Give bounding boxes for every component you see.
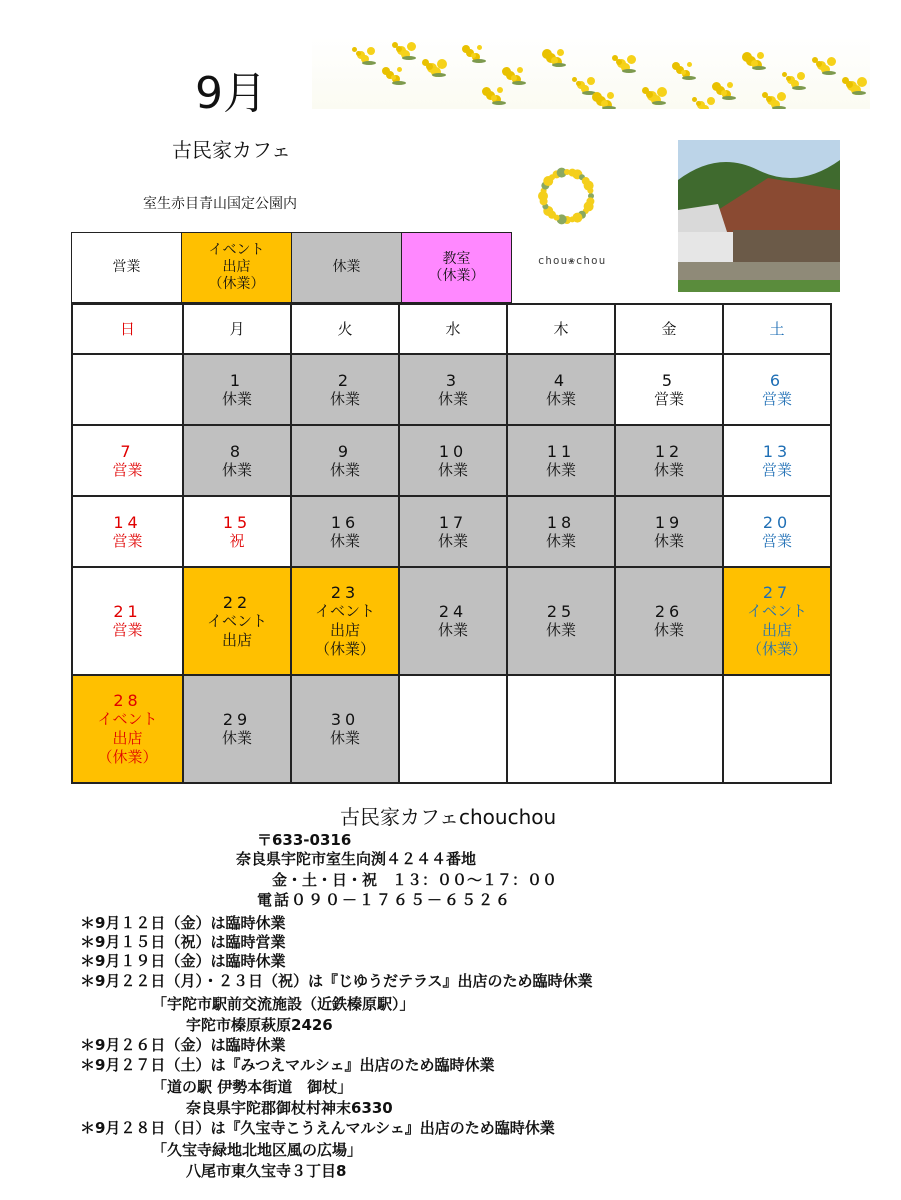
- calendar-day-cell: [723, 425, 831, 496]
- calendar-empty-cell: [399, 675, 507, 783]
- weekday-header: 土: [723, 304, 831, 354]
- day-number: 29: [222, 710, 252, 729]
- day-number: 18: [546, 512, 576, 532]
- cafe-type-title: 古民家カフェ: [172, 138, 291, 162]
- day-number: 15: [222, 512, 252, 532]
- mimosa-banner-image: [312, 37, 870, 109]
- mimosa-blossom: [727, 82, 733, 88]
- calendar-day-cell: [615, 567, 723, 675]
- calendar-day-cell: [399, 496, 507, 567]
- day-number: 4: [553, 370, 569, 390]
- calendar-day-cell: [615, 496, 723, 567]
- calendar-day-cell: [723, 496, 831, 567]
- mimosa-blossom: [687, 62, 692, 67]
- mimosa-blossom: [397, 67, 402, 72]
- calendar-day-cell: [183, 425, 291, 496]
- day-number: 21: [113, 602, 142, 621]
- day-status-label: 祝: [229, 531, 245, 550]
- day-status-label: イベント 出店 （休業）: [314, 602, 375, 658]
- calendar-day-cell: [291, 567, 399, 675]
- calendar-day-cell: [291, 496, 399, 567]
- calendar-day-cell: [723, 567, 831, 675]
- logo-text: chou❀chou: [537, 254, 607, 267]
- calendar-day-cell: [507, 567, 615, 675]
- day-status-label: 休業: [221, 389, 252, 408]
- business-hours: 金・土・日・祝 １３：００〜１７：００: [272, 871, 558, 889]
- mimosa-blossom: [407, 42, 416, 51]
- day-number: 16: [330, 512, 360, 532]
- day-number: 8: [229, 441, 245, 461]
- mimosa-leaf: [652, 101, 666, 105]
- day-status-label: 営業: [761, 531, 792, 550]
- legend-open: 営業: [72, 233, 182, 303]
- day-status-label: イベント 出店 （休業）: [746, 602, 807, 658]
- calendar-day-cell: [399, 354, 507, 425]
- day-status-label: 休業: [545, 460, 576, 479]
- calendar-day-cell: [615, 354, 723, 425]
- weekday-header: 火: [291, 304, 399, 354]
- mimosa-wreath-logo: [536, 165, 598, 227]
- phone-number: 電話０９０－１７６５－６５２６: [257, 891, 513, 909]
- day-status-label: 休業: [437, 531, 468, 550]
- note-item: 「道の駅 伊勢本街道 御杖」: [152, 1078, 353, 1096]
- status-legend: [71, 232, 512, 303]
- mimosa-blossom: [557, 49, 564, 56]
- day-number: 20: [762, 512, 792, 532]
- note-item: ＊9月２２日（月）・２３日（祝）は『じゆうだテラス』出店のため臨時休業: [80, 972, 593, 990]
- calendar-day-cell: [507, 354, 615, 425]
- mimosa-blossom: [696, 101, 701, 106]
- calendar-day-cell: [72, 675, 183, 783]
- calendar-empty-cell: [507, 675, 615, 783]
- note-item: ＊9月２６日（金）は臨時休業: [80, 1036, 286, 1054]
- day-status-label: 休業: [437, 460, 468, 479]
- day-number: 13: [762, 441, 792, 461]
- mimosa-blossom: [777, 92, 786, 101]
- day-number: 22: [222, 592, 252, 612]
- weekday-header: 金: [615, 304, 723, 354]
- location-text: 室生赤目青山国定公園内: [143, 196, 297, 212]
- mimosa-leaf: [512, 81, 526, 85]
- mimosa-blossom: [587, 77, 595, 85]
- day-status-label: 営業: [112, 531, 143, 550]
- mimosa-leaf: [362, 61, 376, 65]
- day-number: 19: [654, 512, 684, 532]
- day-status-label: 営業: [761, 460, 792, 479]
- note-item: ＊9月２８日（日）は『久宝寺こうえんマルシェ』出店のため臨時休業: [80, 1119, 555, 1137]
- day-status-label: イベント 出店: [206, 611, 267, 649]
- note-item: ＊9月１９日（金）は臨時休業: [80, 952, 286, 970]
- day-number: 11: [546, 441, 576, 461]
- mimosa-leaf: [622, 69, 636, 73]
- mimosa-leaf: [792, 86, 806, 90]
- day-status-label: 営業: [112, 460, 143, 479]
- house-photo: [678, 140, 840, 292]
- day-status-label: 休業: [545, 621, 576, 639]
- day-status-label: 休業: [329, 389, 360, 408]
- mimosa-blossom: [356, 51, 361, 56]
- mimosa-blossom: [627, 55, 636, 64]
- calendar-day-cell: [183, 675, 291, 783]
- day-number: 9: [337, 441, 353, 461]
- mimosa-blossom: [797, 72, 805, 80]
- day-number: 24: [438, 602, 468, 621]
- mimosa-blossom: [367, 47, 375, 55]
- calendar-day-cell: [507, 496, 615, 567]
- calendar-day-cell: [72, 496, 183, 567]
- calendar-day-cell: [399, 567, 507, 675]
- footer-title: 古民家カフェchouchou: [340, 805, 557, 829]
- note-item: ＊9月１２日（金）は臨時休業: [80, 914, 286, 932]
- mimosa-leaf: [552, 63, 566, 67]
- weekday-header: 木: [507, 304, 615, 354]
- mimosa-leaf: [492, 101, 506, 105]
- note-item: ＊9月２７日（土）は『みつえマルシェ』出店のため臨時休業: [80, 1056, 495, 1074]
- day-status-label: 営業: [112, 621, 143, 639]
- legend-class: 教室 （休業）: [402, 233, 512, 303]
- note-item: 奈良県宇陀郡御杖村神末6330: [186, 1099, 393, 1117]
- calendar-day-cell: [291, 354, 399, 425]
- wreath-blossom: [587, 188, 593, 194]
- day-number: 2: [337, 370, 353, 390]
- calendar-day-cell: [183, 567, 291, 675]
- mimosa-leaf: [852, 91, 866, 95]
- day-status-label: 休業: [437, 389, 468, 408]
- calendar-day-cell: [183, 354, 291, 425]
- mimosa-leaf: [432, 73, 446, 77]
- day-status-label: 休業: [329, 460, 360, 479]
- note-item: 八尾市東久宝寺３丁目8: [186, 1162, 347, 1180]
- day-status-label: イベント 出店 （休業）: [97, 710, 158, 766]
- mimosa-blossom: [497, 87, 503, 93]
- weekday-header: 月: [183, 304, 291, 354]
- mimosa-blossom: [707, 97, 715, 105]
- calendar-day-cell: [183, 496, 291, 567]
- month-title: 9月: [195, 68, 267, 119]
- note-item: 「久宝寺緑地北地区風の広場」: [152, 1141, 363, 1159]
- mimosa-blossom: [786, 76, 791, 81]
- day-number: 12: [654, 441, 684, 461]
- mimosa-blossom: [517, 67, 523, 73]
- mimosa-leaf: [752, 66, 766, 70]
- mimosa-leaf: [602, 106, 616, 109]
- mimosa-leaf: [682, 76, 696, 80]
- note-item: 宇陀市榛原萩原2426: [186, 1016, 333, 1034]
- legend-event: イベント 出店 （休業）: [182, 233, 292, 303]
- mimosa-blossom: [701, 105, 709, 109]
- mimosa-leaf: [392, 81, 406, 85]
- day-number: 3: [445, 370, 461, 390]
- mimosa-blossom: [391, 75, 396, 80]
- mimosa-leaf: [472, 59, 486, 63]
- day-number: 14: [113, 512, 142, 532]
- mimosa-leaf: [402, 56, 416, 60]
- mimosa-blossom: [757, 52, 764, 59]
- postal-code: 〒633-0316: [257, 831, 352, 849]
- calendar-day-cell: [399, 425, 507, 496]
- mimosa-leaf: [772, 106, 786, 109]
- calendar-day-cell: [72, 567, 183, 675]
- calendar-day-cell: [723, 354, 831, 425]
- mimosa-blossom: [681, 70, 686, 75]
- mimosa-blossom: [471, 53, 476, 58]
- day-status-label: 休業: [221, 729, 252, 747]
- mimosa-blossom: [827, 57, 836, 66]
- mimosa-leaf: [722, 96, 736, 100]
- day-status-label: 休業: [545, 531, 576, 550]
- mimosa-blossom: [576, 81, 581, 86]
- day-number: 28: [113, 691, 142, 710]
- mimosa-blossom: [477, 45, 482, 50]
- note-item: ＊9月１５日（祝）は臨時営業: [80, 933, 286, 951]
- legend-closed: 休業: [292, 233, 402, 303]
- day-number: 30: [330, 710, 360, 729]
- day-status-label: 休業: [653, 531, 684, 550]
- address: 奈良県宇陀市室生向渕４２４４番地: [236, 850, 477, 868]
- day-status-label: 休業: [545, 389, 576, 408]
- day-status-label: 営業: [653, 389, 684, 408]
- day-number: 7: [120, 441, 135, 461]
- day-number: 10: [438, 441, 468, 461]
- day-number: 6: [769, 370, 785, 390]
- calendar-empty-cell: [723, 675, 831, 783]
- day-status-label: 休業: [329, 729, 360, 747]
- day-number: 27: [762, 583, 792, 602]
- calendar-day-cell: [291, 675, 399, 783]
- day-status-label: 休業: [653, 621, 684, 639]
- calendar-empty-cell: [615, 675, 723, 783]
- weekday-header: 水: [399, 304, 507, 354]
- day-status-label: 休業: [329, 531, 360, 550]
- day-status-label: 休業: [653, 460, 684, 479]
- day-status-label: 休業: [221, 460, 252, 479]
- day-number: 25: [546, 602, 576, 621]
- weekday-header: 日: [72, 304, 183, 354]
- calendar-day-cell: [615, 425, 723, 496]
- mimosa-leaf: [822, 71, 836, 75]
- calendar-day-cell: [507, 425, 615, 496]
- day-status-label: 営業: [761, 389, 792, 408]
- note-item: 「宇陀市駅前交流施設（近鉄榛原駅）」: [152, 995, 415, 1013]
- day-status-label: 休業: [437, 621, 468, 639]
- calendar-day-cell: [72, 425, 183, 496]
- calendar-empty-cell: [72, 354, 183, 425]
- day-number: 1: [229, 370, 245, 390]
- day-number: 23: [330, 583, 360, 602]
- day-number: 5: [661, 370, 677, 390]
- mimosa-blossom: [607, 92, 614, 99]
- day-number: 17: [438, 512, 468, 532]
- calendar-table: [71, 303, 832, 784]
- calendar-day-cell: [291, 425, 399, 496]
- day-number: 26: [654, 602, 684, 621]
